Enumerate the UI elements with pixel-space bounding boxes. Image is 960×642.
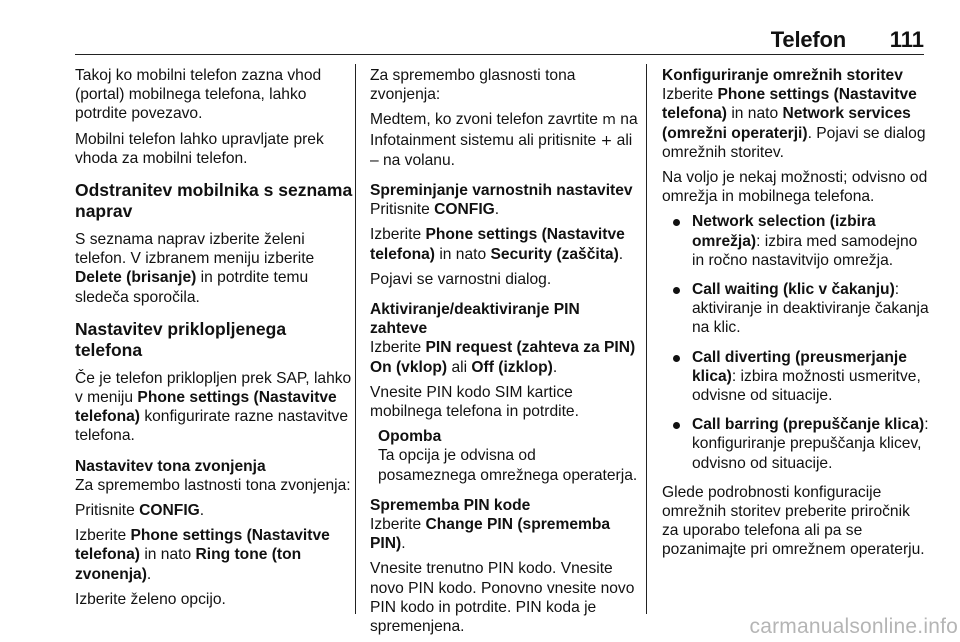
paragraph: Pritisnite CONFIG. (75, 502, 205, 520)
paragraph: Za spremembo lastnosti tona zvonjenja: (75, 476, 351, 494)
note-box (378, 427, 638, 485)
column-middle (370, 66, 638, 642)
network-options-list (662, 212, 930, 472)
bullet-icon (673, 355, 680, 362)
heading-pin-request: Aktiviranje/deaktiviranje PIN zahteve (370, 301, 580, 338)
paragraph: Izberite Phone settings (Nastavitve telefona) in nato Security (zaščita). (370, 226, 625, 263)
heading-change-pin: Sprememba PIN kode (370, 496, 531, 514)
paragraph: Izberite Change PIN (sprememba PIN). (370, 516, 611, 553)
paragraph: Za spremembo glasnosti tona zvonjenja: (370, 67, 576, 104)
bullet-icon (673, 219, 680, 226)
knob-icon: m (602, 112, 616, 129)
list-item: Call barring (prepuščanje klica): konfiguriranje prepuščanja klicev, odvisno od situacije. (662, 415, 930, 473)
menu-term: On (vklop) (370, 358, 448, 376)
menu-term: Phone settings (Nastavitve telefona) (75, 527, 330, 564)
menu-term: Off (izklop) (471, 358, 553, 376)
note-text: Ta opcija je odvisna od posameznega omrežnega operaterja. (378, 447, 638, 484)
paragraph: Glede podrobnosti konfiguracije omrežnih storitev preberite priročnik za uporabo telefona ali pa se pozanimajte pri omrežnem operaterju. (662, 483, 925, 559)
list-item: Call waiting (klic v čakanju): aktiviranje in deaktiviranje čakanja na klic. (662, 280, 930, 338)
paragraph-phone-settings: Če je telefon priklopljen prek SAP, lahko v meniju Phone settings (Nastavitve telefona) konfigurirate razne nastavitve telefona. (75, 369, 352, 445)
plus-icon: + (600, 132, 613, 149)
paragraph: Na voljo je nekaj možnosti; odvisno od omrežja in mobilnega telefona. (662, 169, 928, 206)
menu-term: Phone settings (Nastavitve telefona) (370, 226, 625, 263)
paragraph: Medtem, ko zvoni telefon zavrtite m na Infotainment sistemu ali pritisnite + ali – na volanu. (370, 111, 638, 169)
menu-term: Phone settings (Nastavitve telefona) (75, 389, 337, 426)
paragraph: Vnesite trenutno PIN kodo. Vnesite novo PIN kodo. Ponovno vnesite novo PIN kodo in potrdite. PIN koda je spremenjena. (370, 560, 635, 636)
paragraph: Izberite Phone settings (Nastavitve telefona) in nato Ring tone (ton zvonenja). (75, 527, 330, 583)
menu-term: Network services (omrežni operaterji) (662, 105, 911, 142)
paragraph: Takoj ko mobilni telefon zazna vhod (portal) mobilnega telefona, lahko potrdite povezavo. (75, 67, 322, 123)
paragraph: Vnesite PIN kodo SIM kartice mobilnega telefona in potrdite. (370, 383, 579, 421)
button-term: CONFIG (139, 502, 200, 520)
heading-ringtone: Nastavitev tona zvonjenja (75, 457, 266, 475)
bullet-icon (673, 422, 680, 429)
note-title: Opomba (378, 428, 442, 446)
paragraph: Izberite PIN request (zahteva za PIN) On (vklop) ali Off (izklop). (370, 339, 636, 376)
paragraph: Pojavi se varnostni dialog. (370, 270, 552, 288)
list-item: Network selection (izbira omrežja): izbira med samodejno in ročno nastavitvijo omrežja. (662, 212, 930, 270)
column-divider (355, 64, 356, 614)
page-header (75, 0, 924, 54)
header-rule (75, 54, 924, 55)
bullet-icon (673, 287, 680, 294)
paragraph: Pritisnite CONFIG. (370, 201, 500, 219)
menu-term: Change PIN (sprememba PIN) (370, 516, 611, 553)
page-number: 111 (889, 27, 924, 52)
column-left (75, 66, 355, 615)
heading-network-services: Konfiguriranje omrežnih storitev (662, 67, 903, 84)
menu-term: Delete (brisanje) (75, 269, 197, 287)
menu-term: Phone settings (Nastavitve telefona) (662, 86, 917, 123)
button-term: CONFIG (434, 201, 495, 219)
paragraph-remove-device: S seznama naprav izberite želeni telefon. V izbranem meniju izberite Delete (brisanje) in potrdite temu sledeča sporočila. (75, 231, 315, 306)
heading-security: Spreminjanje varnostnih nastavitev (370, 182, 633, 200)
heading-phone-settings: Nastavitev priklopljenega telefona (75, 318, 287, 360)
paragraph: Mobilni telefon lahko upravljate prek vhoda za mobilni telefon. (75, 130, 324, 167)
section-title: Telefon (770, 27, 846, 52)
list-item: Call diverting (preusmerjanje klica): izbira možnosti usmeritve, odvisne od situacije. (662, 348, 930, 406)
heading-remove-device: Odstranitev mobilnika s seznama naprav (75, 180, 353, 222)
menu-term: Security (zaščita) (490, 245, 619, 263)
column-divider (646, 64, 647, 614)
paragraph: Izberite Phone settings (Nastavitve telefona) in nato Network services (omrežni operaterji). Pojavi se dialog omrežnih storitev. (662, 86, 926, 161)
menu-term: Ring tone (ton zvonenja) (75, 546, 302, 583)
menu-term: PIN request (zahteva za PIN) (425, 339, 636, 357)
column-right (662, 66, 930, 566)
paragraph: Izberite želeno opcijo. (75, 590, 226, 608)
watermark: carmanualsonline.info (749, 615, 958, 638)
